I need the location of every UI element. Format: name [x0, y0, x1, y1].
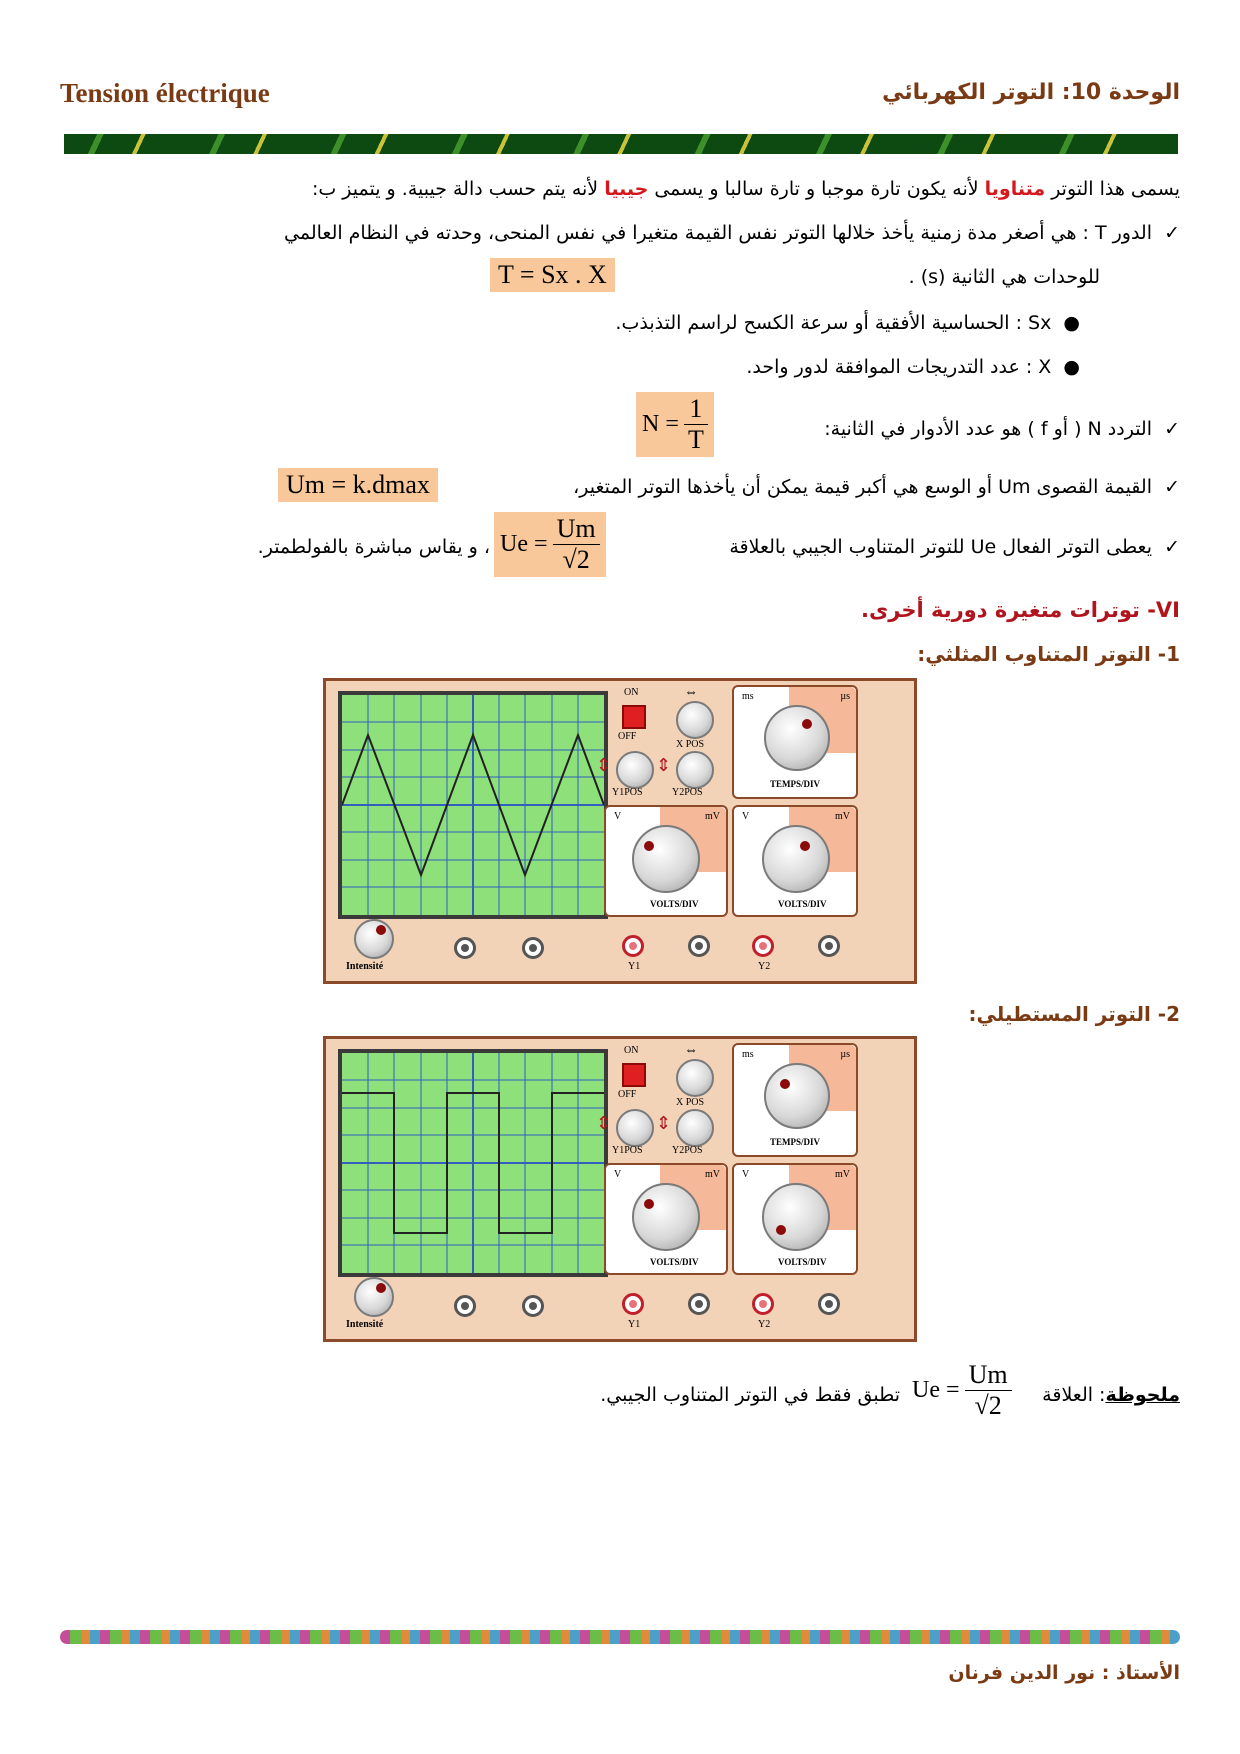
- y2-label: Y2: [758, 961, 771, 972]
- time-base-panel: [732, 685, 858, 799]
- footer-author: الأستاذ : نور الدين فرنان: [948, 1662, 1180, 1684]
- frequency-denominator: T: [687, 425, 704, 454]
- period-definition: [284, 222, 1180, 244]
- footer-decorative-border: [60, 1630, 1180, 1644]
- time-base-panel: [732, 1043, 858, 1157]
- effective-measure: ، و يقاس مباشرة بالفولطمتر.: [257, 536, 490, 558]
- header-left-title: Tension électrique: [60, 78, 270, 108]
- frequency-fraction: [684, 394, 708, 455]
- period-unit: للوحدات هي الثانية (s) .: [908, 266, 1100, 288]
- effective-denominator: √2: [562, 545, 590, 574]
- x-definition: [746, 356, 1080, 378]
- max-value-text: القيمة القصوى Um أو الوسع هي أكبر قيمة يمكن أن يأخذها التوتر المتغير،: [573, 476, 1152, 498]
- off-label: OFF: [618, 1089, 637, 1100]
- intro-paragraph: [312, 178, 1180, 200]
- oscilloscope-rectangular: [323, 1036, 917, 1342]
- intro-word-sinusoidal: جيبيا: [604, 178, 649, 200]
- period-text: الدور T : هي أصغر مدة زمنية يأخذ خلالها التوتر نفس القيمة متغيرا في نفس المنحى، وحدته في النظام العالمي: [284, 222, 1152, 244]
- note-applies: تطبق فقط في التوتر المتناوب الجيبي.: [600, 1384, 900, 1406]
- effective-numerator: Um: [553, 514, 600, 545]
- on-label: ON: [624, 1045, 639, 1056]
- ground-jack-right[interactable]: [522, 1295, 544, 1317]
- v-label: V: [614, 811, 622, 822]
- x-text: X : عدد التدريجات الموافقة لدور واحد.: [746, 356, 1052, 378]
- note-formula: [912, 1360, 1012, 1421]
- note-lhs: Ue =: [912, 1377, 960, 1403]
- y1-label: Y1: [628, 961, 641, 972]
- note-denominator: √2: [974, 1391, 1002, 1420]
- mv-label: mV: [705, 1169, 720, 1180]
- subsection-rectangular: 2- التوتر المستطيلي:: [968, 1002, 1180, 1026]
- frequency-text: التردد N ( أو f ) هو عدد الأدوار في الثانية:: [824, 418, 1152, 440]
- on-label: ON: [624, 687, 639, 698]
- intensity-knob[interactable]: [354, 919, 394, 959]
- y1pos-knob[interactable]: [616, 1109, 654, 1147]
- vertical-arrows-icon: ⇕: [596, 1113, 612, 1133]
- ground-jack-right[interactable]: [522, 937, 544, 959]
- volts-knob-y1[interactable]: [632, 1183, 700, 1251]
- volts-label: VOLTS/DIV: [650, 1257, 699, 1267]
- max-formula-box: [278, 468, 438, 502]
- sx-definition: [615, 312, 1080, 334]
- check-icon: ✓: [1152, 476, 1180, 498]
- horizontal-arrows-icon: ⇔: [684, 1043, 698, 1058]
- oscilloscope-screen: [338, 1049, 608, 1277]
- sx-text: Sx : الحساسية الأفقية أو سرعة الكسح لراسم التذبذب.: [615, 312, 1052, 334]
- intensity-knob[interactable]: [354, 1277, 394, 1317]
- xpos-label: X POS: [676, 1097, 705, 1108]
- ground-jack-left[interactable]: [454, 1295, 476, 1317]
- bullet-dot-icon: ●: [1051, 356, 1080, 378]
- volts-panel-y1: [604, 805, 728, 917]
- us-label: µs: [840, 691, 850, 702]
- check-icon: ✓: [1152, 222, 1180, 244]
- oscilloscope-screen: [338, 691, 608, 919]
- check-icon: ✓: [1152, 418, 1180, 440]
- max-formula: Um = k.dmax: [278, 468, 438, 502]
- frequency-lhs: N =: [642, 411, 679, 437]
- y2pos-knob[interactable]: [676, 1109, 714, 1147]
- oscilloscope-triangular: [323, 678, 917, 984]
- volts-knob-y1[interactable]: [632, 825, 700, 893]
- volts-knob-y2[interactable]: [762, 825, 830, 893]
- y1pos-label: Y1POS: [612, 1145, 643, 1156]
- xpos-label: X POS: [676, 739, 705, 750]
- vertical-arrows-icon: ⇕: [656, 755, 672, 775]
- power-button[interactable]: [622, 705, 646, 729]
- max-value-definition: [573, 476, 1180, 498]
- intro-text-mid: لأنه يكون تارة موجبا و تارة سالبا و يسمى: [648, 178, 985, 200]
- volts-panel-y1: [604, 1163, 728, 1275]
- vertical-arrows-icon: ⇕: [596, 755, 612, 775]
- intro-text: يسمى هذا التوتر: [1045, 178, 1180, 200]
- volts-panel-y2: [732, 1163, 858, 1275]
- y1-input-jack[interactable]: [622, 1293, 644, 1315]
- time-base-knob[interactable]: [764, 1063, 830, 1129]
- y2pos-knob[interactable]: [676, 751, 714, 789]
- y1-label: Y1: [628, 1319, 641, 1330]
- volts-knob-y2[interactable]: [762, 1183, 830, 1251]
- v-label: V: [742, 1169, 750, 1180]
- y1-ground-jack[interactable]: [688, 935, 710, 957]
- y1-input-jack[interactable]: [622, 935, 644, 957]
- ms-label: ms: [742, 691, 754, 702]
- effective-text: يعطى التوتر الفعال Ue للتوتر المتناوب الجيبي بالعلاقة: [729, 536, 1152, 558]
- note-fraction: [965, 1360, 1012, 1421]
- effective-value-definition: [729, 536, 1180, 558]
- y2-label: Y2: [758, 1319, 771, 1330]
- v-label: V: [742, 811, 750, 822]
- volts-label: VOLTS/DIV: [778, 1257, 827, 1267]
- intensity-label: Intensité: [346, 961, 384, 972]
- subsection-triangular: 1- التوتر المتناوب المثلثي:: [917, 642, 1180, 666]
- time-base-knob[interactable]: [764, 705, 830, 771]
- volts-label: VOLTS/DIV: [778, 899, 827, 909]
- frequency-formula: [636, 392, 714, 457]
- xpos-knob[interactable]: [676, 1059, 714, 1097]
- period-formula: T = Sx . X: [490, 258, 615, 292]
- us-label: µs: [840, 1049, 850, 1060]
- horizontal-arrows-icon: ⇔: [684, 685, 698, 700]
- mv-label: mV: [835, 1169, 850, 1180]
- effective-formula: [494, 512, 606, 577]
- header-right-title: الوحدة 10: التوتر الكهربائي: [882, 80, 1180, 105]
- mv-label: mV: [835, 811, 850, 822]
- intro-word-alternating: متناويا: [984, 178, 1046, 200]
- y2pos-label: Y2POS: [672, 1145, 703, 1156]
- period-formula-box: [490, 258, 615, 292]
- mv-label: mV: [705, 811, 720, 822]
- header-banner: [64, 134, 1178, 154]
- power-button[interactable]: [622, 1063, 646, 1087]
- intro-text-end: لأنه يتم حسب دالة جيبية. و يتميز ب:: [311, 178, 605, 200]
- bullet-dot-icon: ●: [1051, 312, 1080, 334]
- intensity-label: Intensité: [346, 1319, 384, 1330]
- y2-ground-jack[interactable]: [818, 935, 840, 957]
- v-label: V: [614, 1169, 622, 1180]
- frequency-numerator: 1: [684, 394, 708, 425]
- y1pos-knob[interactable]: [616, 751, 654, 789]
- y1pos-label: Y1POS: [612, 787, 643, 798]
- ground-jack-left[interactable]: [454, 937, 476, 959]
- screen-graticule: [342, 695, 604, 915]
- time-base-label: TEMPS/DIV: [770, 779, 821, 789]
- off-label: OFF: [618, 731, 637, 742]
- y2-ground-jack[interactable]: [818, 1293, 840, 1315]
- y2-input-jack[interactable]: [752, 935, 774, 957]
- volts-panel-y2: [732, 805, 858, 917]
- section-title: VI- توترات متغيرة دورية أخرى.: [861, 598, 1180, 622]
- y2pos-label: Y2POS: [672, 787, 703, 798]
- effective-lhs: Ue =: [500, 531, 548, 557]
- check-icon: ✓: [1152, 536, 1180, 558]
- note-text: : العلاقة: [1042, 1384, 1106, 1406]
- note-label: ملحوظة: [1105, 1384, 1180, 1406]
- time-base-label: TEMPS/DIV: [770, 1137, 821, 1147]
- frequency-definition: [824, 418, 1180, 440]
- y2-input-jack[interactable]: [752, 1293, 774, 1315]
- note-line: [1042, 1384, 1180, 1406]
- xpos-knob[interactable]: [676, 701, 714, 739]
- ms-label: ms: [742, 1049, 754, 1060]
- volts-label: VOLTS/DIV: [650, 899, 699, 909]
- y1-ground-jack[interactable]: [688, 1293, 710, 1315]
- vertical-arrows-icon: ⇕: [656, 1113, 672, 1133]
- effective-fraction: [553, 514, 600, 575]
- screen-graticule: [342, 1053, 604, 1273]
- note-numerator: Um: [965, 1360, 1012, 1391]
